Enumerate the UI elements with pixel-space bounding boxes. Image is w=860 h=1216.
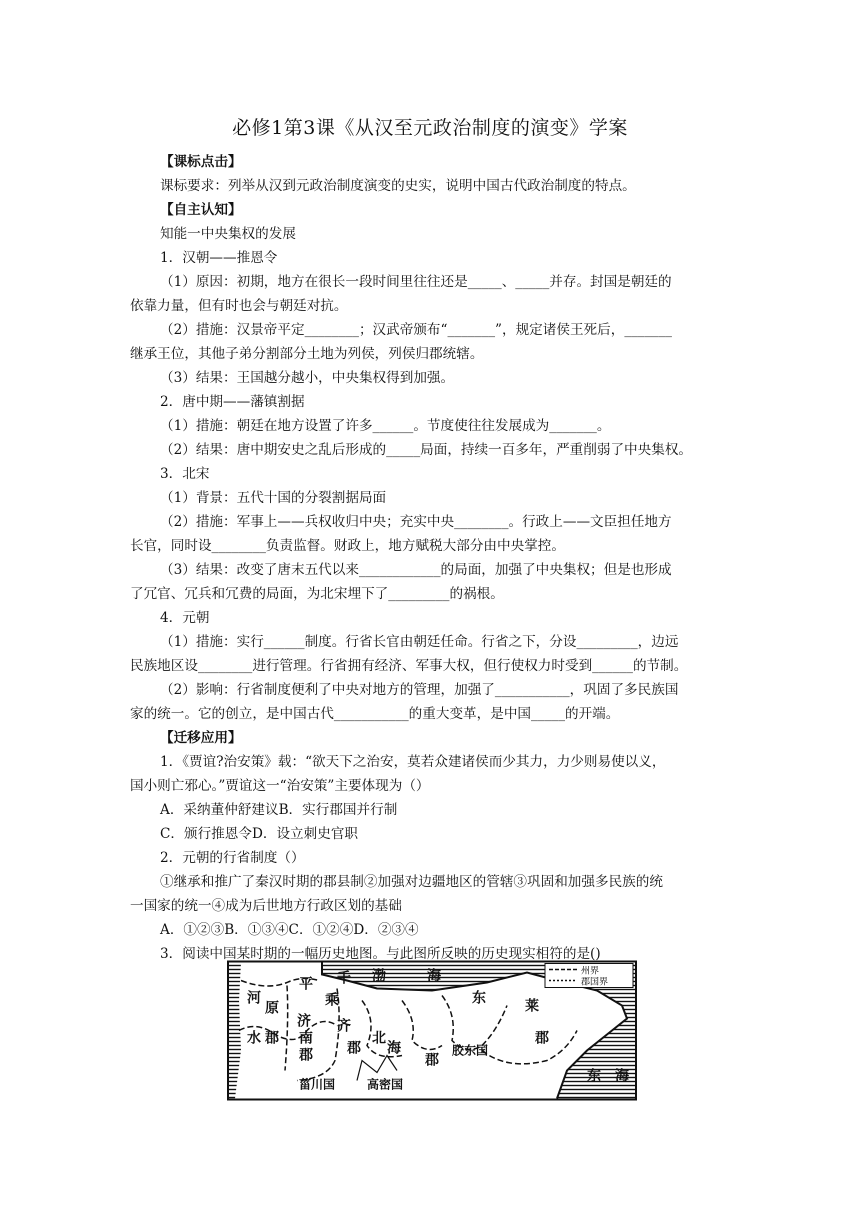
map-label: 水	[247, 1030, 261, 1047]
question-2-stem: 2．元朝的行省制度（）	[160, 850, 305, 866]
map-label: 郡	[347, 1040, 361, 1057]
map-label: 菑川国	[299, 1077, 336, 1092]
map-label: 南	[299, 1030, 313, 1047]
map-label: 河	[247, 990, 261, 1007]
text-line: 2．唐中期——藩镇割据	[160, 394, 305, 410]
question-1-stem: 1．《贾谊?治安策》载：“欲天下之治安，莫若众建诸侯而少其力，力少则易使以义，	[160, 754, 666, 770]
page-title: 必修1第3课《从汉至元政治制度的演变》学案	[232, 117, 628, 139]
map-label: 东	[587, 1068, 601, 1085]
question-1-options-ab: A．采纳董仲舒建议B．实行郡国并行制	[160, 802, 398, 818]
map-label: 千	[337, 970, 351, 987]
text-line: 了冗官、冗兵和冗费的局面，为北宋埋下了_________的祸根。	[130, 586, 504, 602]
text-line: （3）结果：王国越分越小，中央集权得到加强。	[160, 370, 455, 386]
map-label: 平	[299, 976, 313, 993]
text-line: 依靠力量，但有时也会与朝廷对抗。	[130, 298, 348, 314]
text-line: （1）措施：朝廷在地方设置了许多______。节度使往往发展成为_______。	[160, 418, 611, 434]
section-heading-self-study: 【自主认知】	[160, 202, 242, 218]
text-line: （1）原因：初期，地方在很长一段时间里往往还是_____、_____并存。封国是朝廷的	[160, 274, 672, 290]
map-label: 胶东国	[452, 1043, 489, 1058]
legend-label: 郡国界	[581, 977, 609, 988]
question-2-statements-cont: 一国家的统一④成为后世地方行政区划的基础	[130, 898, 402, 914]
map-label: 齐	[337, 1018, 351, 1035]
section-heading-application: 【迁移应用】	[160, 730, 242, 746]
map-label: 原	[265, 1000, 279, 1017]
text-line: 家的统一。它的创立，是中国古代___________的重大变革，是中国_____的开端。	[130, 706, 620, 722]
text-line: 1．汉朝——推恩令	[160, 250, 278, 266]
map-label: 济	[297, 1013, 311, 1030]
map-label: 郡	[299, 1047, 313, 1064]
text-line: 民族地区设________进行管理。行省拥有经济、军事大权，但行使权力时受到______的节制。	[130, 658, 688, 674]
map-label: 高密国	[367, 1077, 404, 1092]
map-label: 海	[615, 1068, 629, 1085]
text-line: （1）措施：实行______制度。行省长官由朝廷任命。行省之下，分设_________，边远	[160, 634, 679, 650]
text-line: （2）结果：唐中期安史之乱后形成的_____局面，持续一百多年，严重削弱了中央集权。	[160, 442, 693, 458]
text-line: （3）结果：改变了唐末五代以来____________的局面，加强了中央集权；但是也形成	[160, 562, 672, 578]
historical-map	[227, 958, 637, 1103]
map-label: 郡	[265, 1030, 279, 1047]
text-line: 3．北宋	[160, 466, 210, 482]
map-label: 郡	[425, 1052, 439, 1069]
text-line: 课标要求：列举从汉到元政治制度演变的史实，说明中国古代政治制度的特点。	[160, 178, 636, 194]
text-line: （2）影响：行省制度便利了中央对地方的管理，加强了___________，巩固了多民族国	[160, 682, 679, 698]
legend-label: 州界	[581, 966, 600, 977]
map-label: 渤	[372, 968, 386, 985]
map-label: 莱	[525, 998, 539, 1015]
text-line: 继承王位，其他子弟分割部分土地为列侯，列侯归郡统辖。	[130, 346, 484, 362]
map-label: 北	[372, 1030, 386, 1047]
question-1-stem-cont: 国小则亡邪心。”贾谊这一“治安策”主要体现为（）	[130, 778, 430, 794]
map-label: 海	[427, 968, 441, 985]
text-line: （1）背景：五代十国的分裂割据局面	[160, 490, 387, 506]
section-heading-standards: 【课标点击】	[160, 154, 242, 170]
map-label: 乘	[325, 992, 339, 1009]
map-label: 东	[472, 990, 486, 1007]
text-line: （2）措施：汉景帝平定________；汉武帝颁布“_______”，规定诸侯王死后，_______	[160, 322, 672, 338]
text-line: 4．元朝	[160, 610, 210, 626]
question-1-options-cd: C．颁行推恩令D．设立刺史官职	[160, 826, 359, 842]
map-label: 郡	[535, 1030, 549, 1047]
question-2-options: A．①②③B．①③④C．①②④D．②③④	[160, 922, 419, 938]
map-label: 海	[387, 1040, 401, 1057]
question-3-stem: 3．阅读中国某时期的一幅历史地图。与此图所反映的历史现实相符的是()	[160, 946, 601, 962]
text-line: 知能一中央集权的发展	[160, 226, 296, 242]
text-line: 长官，同时设________负责监督。财政上，地方赋税大部分由中央掌控。	[130, 538, 565, 554]
question-2-statements: ①继承和推广了秦汉时期的郡县制②加强对边疆地区的管辖③巩固和加强多民族的统	[160, 874, 663, 890]
text-line: （2）措施：军事上——兵权收归中央；充实中央________。行政上——文臣担任地方	[160, 514, 672, 530]
